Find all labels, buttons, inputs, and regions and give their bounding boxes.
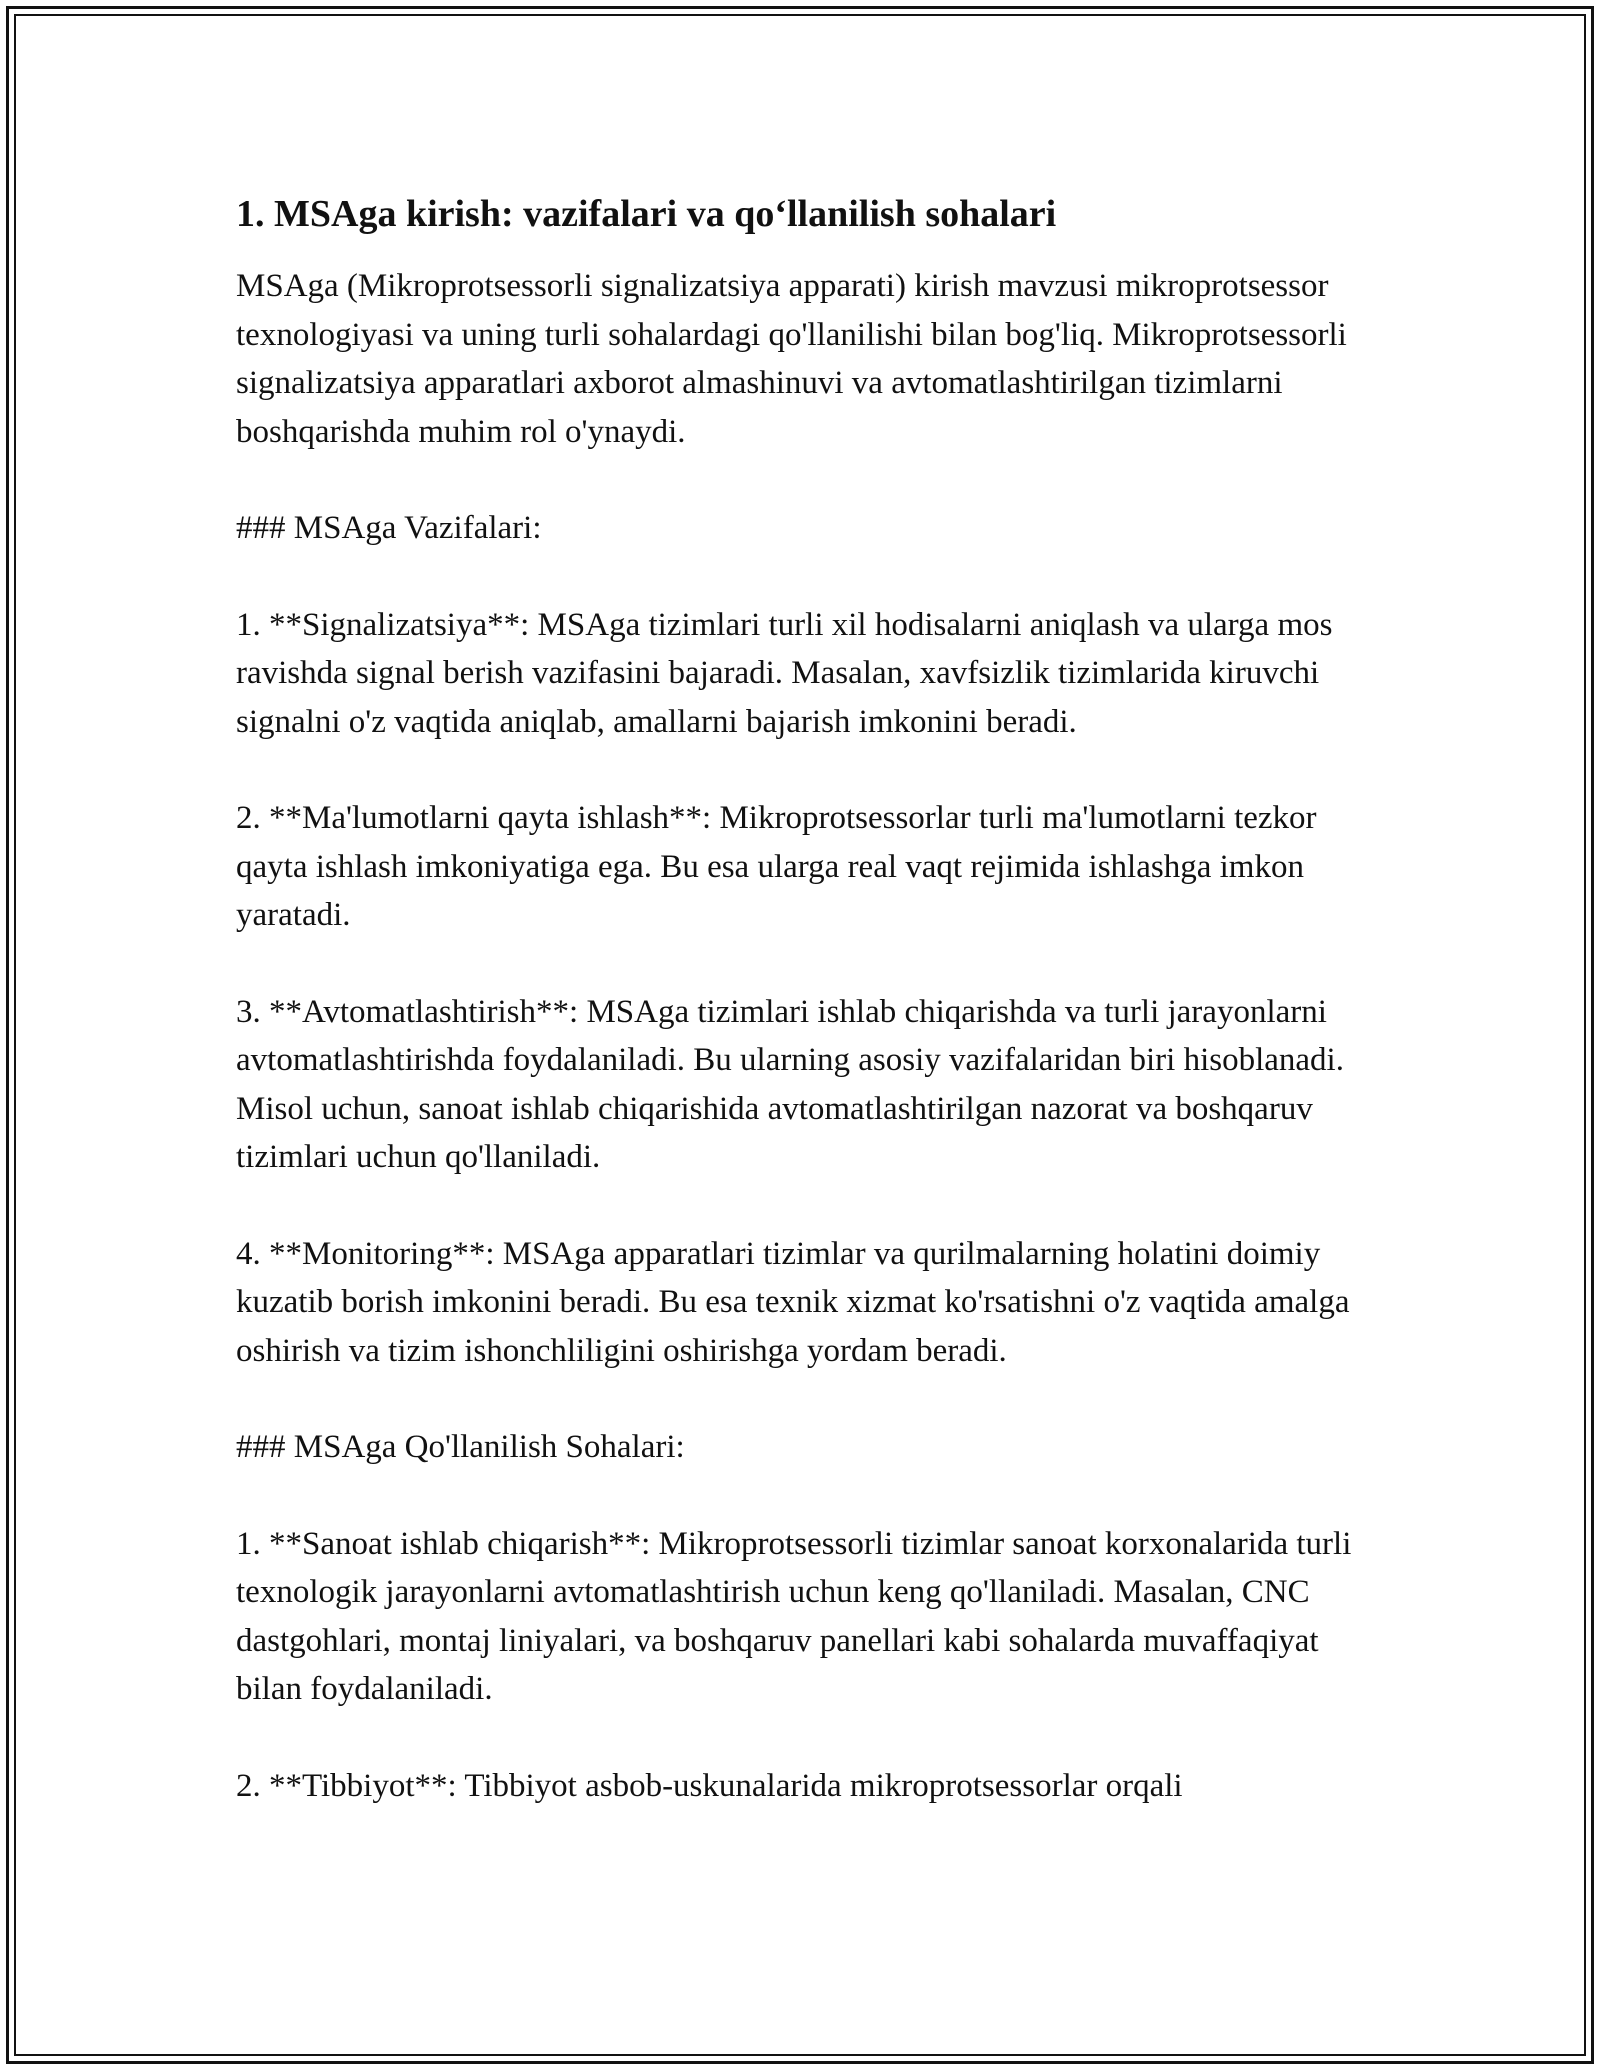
list-item-tibbiyot: 2. **Tibbiyot**: Tibbiyot asbob-uskunalarida mikroprotsessorlar orqali [236,1767,1183,1804]
list-item-signalizatsiya: 1. **Signalizatsiya**: MSAga tizimlari turli xil hodisalarni aniqlash va ularga mos ravishda signal berish vazifasini bajaradi. Masalan, xavfsizlik tizimlarida kiruvchi signalni o'z vaqtida aniqlab, amallarni bajarish imkonini beradi. [236,606,1333,740]
list-item-avtomatlashtirish: 3. **Avtomatlashtirish**: MSAga tizimlari ishlab chiqarishda va turli jarayonlarni avtomatlashtirishda foydalaniladi. Bu ularning asosiy vazifalaridan biri hisoblanadi. Misol uchun, sanoat ishlab chiqarishida avtomatlashtirilgan nazorat va boshqaruv tizimlari uchun qo'llaniladi. [236,993,1344,1175]
list-item-monitoring: 4. **Monitoring**: MSAga apparatlari tizimlar va qurilmalarning holatini doimiy kuzatib borish imkonini beradi. Bu esa texnik xizmat ko'rsatishni o'z vaqtida amalga oshirish va tizim ishonchliligini oshirishga yordam beradi. [236,1235,1350,1369]
list-item-malumotlarni-qayta-ishlash: 2. **Ma'lumotlarni qayta ishlash**: Mikroprotsessorlar turli ma'lumotlarni tezkor qayta ishlash imkoniyatiga ega. Bu esa ularga real vaqt rejimida ishlashga imkon yaratadi. [236,800,1317,933]
intro-paragraph: MSAga (Mikroprotsessorli signalizatsiya apparati) kirish mavzusi mikroprotsessor texnologiyasi va uning turli sohalardagi qo'llanilishi bilan bog'liq. Mikroprotsessorli signalizatsiya apparatlari axborot almashinuvi va avtomatlashtirilgan tizimlarni boshqarishda muhim rol o'ynaydi. [236,268,1347,450]
section-heading-vazifalari: ### MSAga Vazifalari: [236,510,542,546]
document-heading: 1. MSAga kirish: vazifalari va qo‘llanilish sohalari [236,193,1057,235]
list-item-sanoat-ishlab-chiqarish: 1. **Sanoat ishlab chiqarish**: Mikroprotsessorli tizimlar sanoat korxonalarida turli texnologik jarayonlarni avtomatlashtirish uchun keng qo'llaniladi. Masalan, CNC dastgohlari, montaj liniyalari, va boshqaruv panellari kabi sohalarda muvaffaqiyat bilan foydalaniladi. [236,1525,1352,1707]
section-heading-qollanilish-sohalari: ### MSAga Qo'llanilish Sohalari: [236,1429,685,1465]
document-page [236,190,1366,1810]
